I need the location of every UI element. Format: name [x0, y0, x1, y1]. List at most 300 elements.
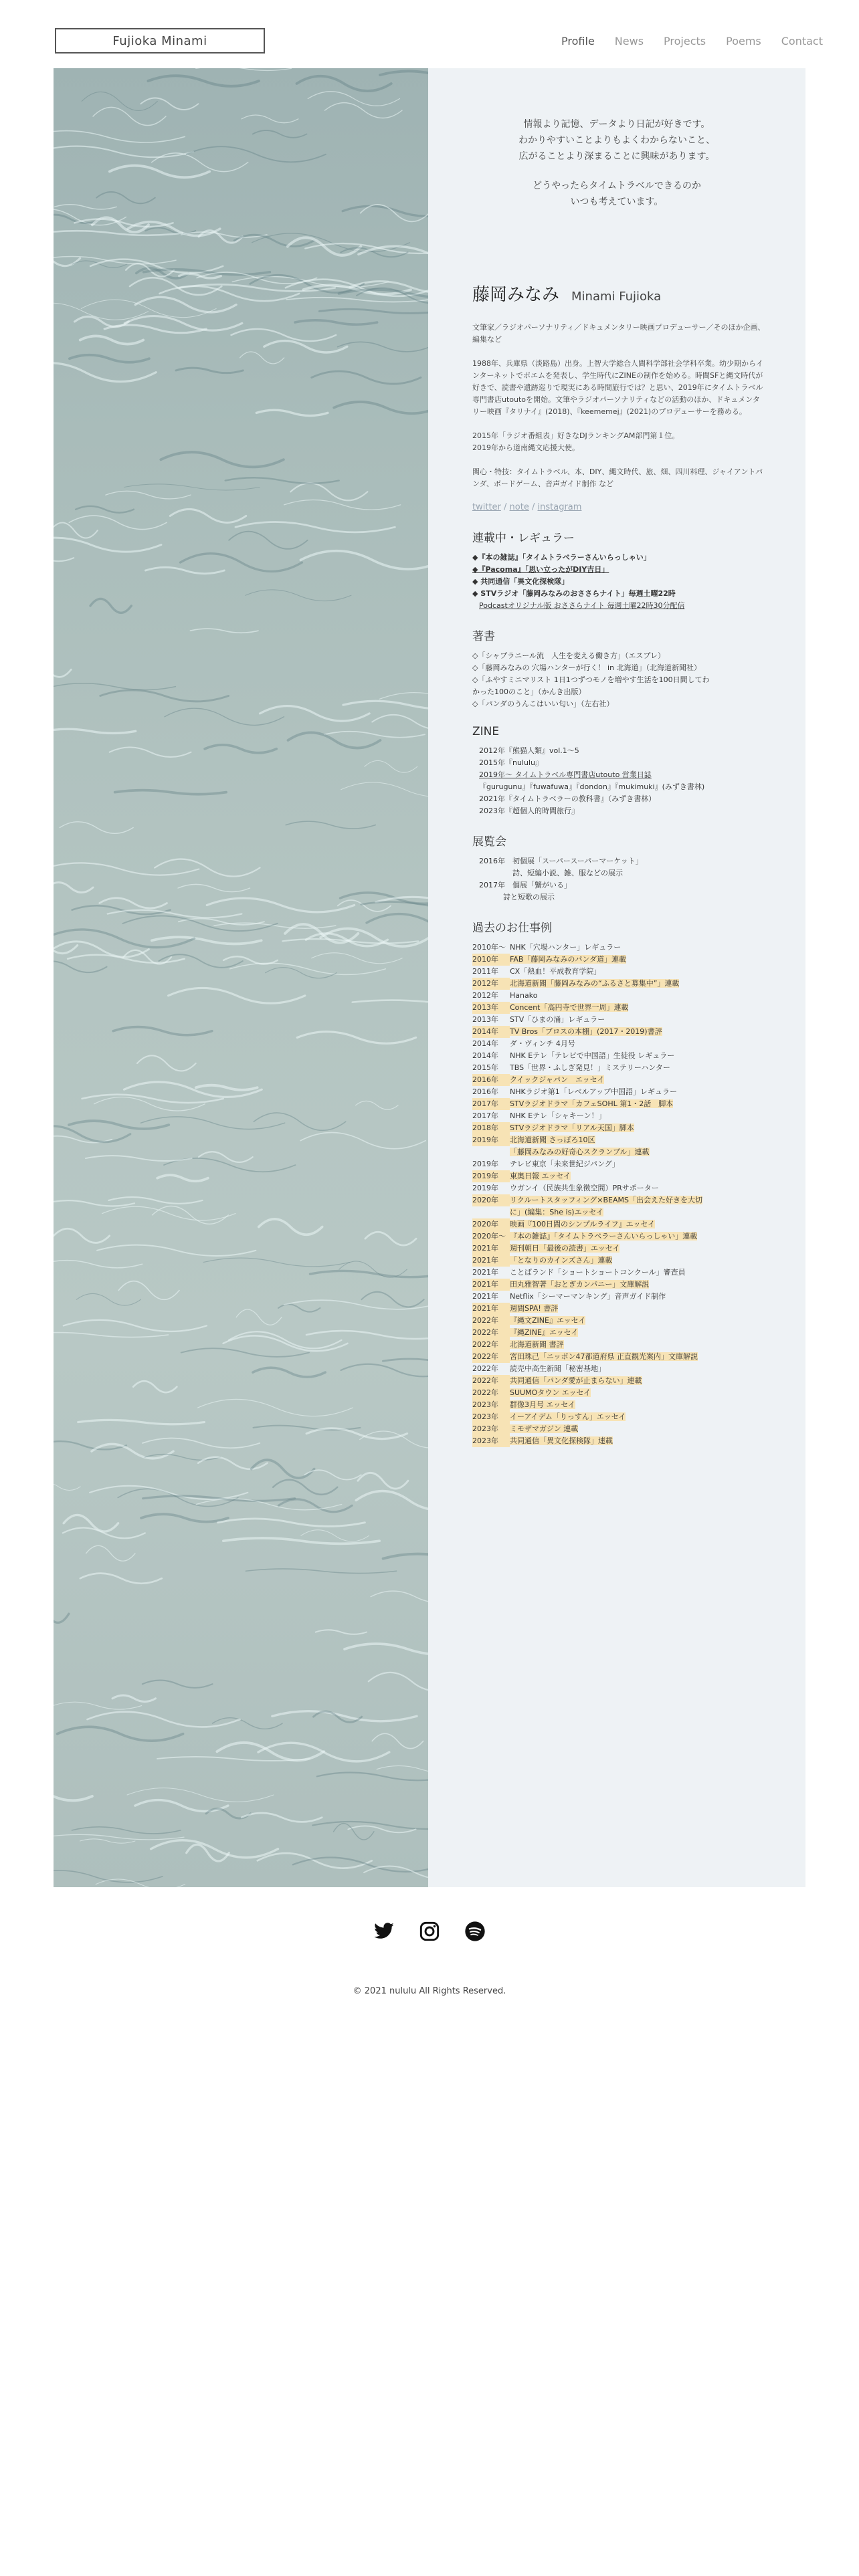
works-title: 過去のお仕事例	[472, 922, 552, 935]
work-item	[472, 1110, 767, 1122]
work-item	[472, 1303, 767, 1315]
ripple-line	[54, 1605, 69, 1623]
work-year: 2021年	[472, 1268, 498, 1277]
work-text: 映画『100日間のシンプルライフ』エッセイ	[510, 1220, 656, 1228]
work-year: 2020年	[472, 1218, 510, 1230]
zine-item: 2023年『超個人的時間旅行』	[479, 807, 579, 815]
work-text: 『縄文ZINE』エッセイ	[510, 1316, 586, 1325]
awards-text: 2015年「ラジオ番組表」好きなDJランキングAM部門第１位。 2019年から道南縄文応援大使。	[472, 431, 680, 452]
work-year: 2016年	[472, 1074, 510, 1086]
work-text: NHK Eテレ「シャキーン！」	[510, 1111, 606, 1120]
ripple-line	[246, 1569, 396, 1574]
work-year: 2022年	[472, 1364, 498, 1373]
ripple-line	[133, 1381, 177, 1392]
ripple-line	[54, 522, 98, 538]
ripple-line	[63, 1528, 145, 1539]
work-item	[472, 1050, 767, 1062]
intro-spacer	[428, 165, 805, 178]
ripple-line	[256, 410, 328, 415]
ripple-line	[190, 629, 258, 633]
work-text: 北海道新聞「藤岡みなみの“ふるさと募集中”」連載	[510, 979, 680, 988]
work-year: 2021年	[472, 1279, 510, 1291]
ripple-line	[112, 1695, 155, 1701]
serial-item[interactable]: ◆『Pacoma』「思い立ったがDIY吉日」	[472, 565, 609, 574]
ripple-line	[207, 898, 354, 912]
zine-title: ZINE	[472, 725, 500, 738]
work-year: 2017年	[472, 1098, 510, 1110]
ripple-line	[242, 1813, 322, 1822]
ripple-line	[272, 1711, 417, 1721]
ripple-line	[306, 1428, 407, 1439]
ripple-line	[229, 1331, 341, 1348]
intro-line: 情報より記憶、データより日記が好きです。	[523, 119, 710, 130]
ripple-line	[372, 1733, 423, 1748]
ripple-line	[80, 336, 143, 344]
work-year: 2014年	[472, 1051, 498, 1060]
ripple-line	[310, 1271, 428, 1277]
ripple-line	[58, 1727, 183, 1741]
work-item	[472, 1435, 767, 1447]
work-year: 2014年	[472, 1039, 498, 1048]
ripple-line	[300, 551, 428, 569]
work-text: STV「ひまの涌」レギュラー	[510, 1015, 605, 1024]
ripple-line	[234, 235, 314, 246]
work-item	[472, 1339, 767, 1351]
note-link[interactable]: note	[509, 502, 529, 512]
ripple-line	[278, 1304, 320, 1311]
work-text: クイックジャパン エッセイ	[510, 1075, 605, 1084]
ripple-line	[341, 1364, 428, 1376]
ripple-line	[356, 1101, 398, 1109]
books-title: 著書	[472, 630, 495, 643]
ripple-line	[367, 914, 428, 932]
ripple-line	[76, 1293, 140, 1305]
serial-item: ◆『本の雑誌』「タイムトラベラーさんいらっしゃい」	[472, 553, 651, 562]
ripple-line	[54, 1834, 184, 1840]
profile-content	[472, 281, 767, 1447]
ripple-line	[102, 1206, 235, 1220]
roles-text: 文筆家／ラジオパーソナリティ／ドキュメンタリー映画プロデューサー／そのほか企画、編集など	[472, 323, 765, 344]
ripple-line	[80, 1839, 135, 1843]
ripple-line	[80, 1574, 162, 1584]
work-year: 2013年	[472, 1002, 510, 1014]
work-item	[472, 1098, 767, 1110]
ripple-line	[54, 1702, 142, 1709]
work-text: TV Bros「ブロスの本棚」(2017・2019)書評	[510, 1027, 662, 1036]
ripple-line	[246, 590, 351, 601]
ripple-line	[86, 1545, 135, 1561]
work-text: リクルートスタッフィング×BEAMS「出会えた好きを大切	[510, 1196, 702, 1204]
work-year: 2010年	[472, 954, 510, 966]
ripple-line	[115, 790, 226, 794]
ripple-line	[369, 1673, 428, 1691]
work-item	[472, 1134, 767, 1146]
ripple-line	[54, 303, 148, 320]
ripple-line	[54, 961, 106, 972]
ripple-line	[372, 715, 428, 729]
ripple-line	[151, 1840, 278, 1858]
work-text: 共同通信「異文化探検隊」連載	[510, 1436, 613, 1445]
ripple-line	[230, 963, 386, 974]
work-item	[472, 1423, 767, 1435]
work-text: ミモザマガジン 連載	[510, 1424, 579, 1433]
ripple-line	[316, 1630, 367, 1634]
work-item	[472, 1351, 767, 1363]
work-item	[472, 1267, 767, 1279]
ripple-line	[142, 1438, 260, 1448]
ripple-line	[143, 1496, 295, 1501]
work-text: 読売中高生新聞「秘密基地」	[510, 1364, 605, 1373]
work-item	[472, 1387, 767, 1399]
nav-projects[interactable]: Projects	[664, 35, 706, 47]
ripple-line	[180, 554, 302, 572]
work-year: 2017年	[472, 1111, 498, 1120]
work-year: 2019年	[472, 1134, 510, 1146]
ripple-line	[343, 701, 428, 709]
name-row	[472, 281, 767, 306]
water-photo	[54, 68, 428, 1887]
ripple-line	[341, 782, 428, 797]
work-text: CX「熱血！平成教育学院」	[510, 967, 601, 976]
ripple-line	[69, 1121, 169, 1129]
work-item	[472, 1206, 767, 1218]
ripple-line	[242, 115, 298, 123]
social-links: twitter / note / instagram	[472, 502, 582, 512]
intro-line: いつも考えています。	[570, 197, 664, 207]
work-item	[472, 1170, 767, 1182]
ripple-line	[54, 1261, 142, 1268]
ripple-line	[218, 1519, 365, 1526]
work-item	[472, 1327, 767, 1339]
work-year: 2022年	[472, 1327, 510, 1339]
ripple-line	[236, 1309, 282, 1325]
work-item	[472, 1218, 767, 1230]
ripple-line	[54, 1483, 80, 1491]
work-text: 『本の雑誌』「タイムトラベラーさんいらっしゃい」連載	[510, 1232, 698, 1241]
work-year: 2012年	[472, 978, 510, 990]
ripple-line	[54, 1200, 134, 1206]
ripple-line	[259, 1219, 322, 1235]
book-item: ◇「ふやすミニマリスト 1日1つずつモノを増やす生活を100日間してわ	[472, 675, 710, 684]
ripple-line	[54, 729, 136, 733]
book-item: ◇「藤岡みなみの 穴場ハンターが行く！ in 北海道」（北海道新聞社）	[472, 663, 702, 672]
exhibit-item: 2016年 初個展「スーパースーパーマーケット」	[479, 857, 643, 865]
work-text: 東奥日報 エッセイ	[510, 1172, 571, 1180]
ripple-line	[324, 103, 402, 118]
ripple-line	[240, 352, 284, 364]
work-text: 週間SPA! 書評	[510, 1304, 559, 1313]
ripple-line	[286, 298, 428, 302]
exhibit-item: 2017年 個展「蟹がいる」	[479, 881, 571, 889]
ripple-line	[212, 1718, 282, 1729]
podcast-link[interactable]: Podcastオリジナル版 おささらナイト 毎週土曜22時30分配信	[479, 601, 685, 610]
serial-title: 連載中・レギュラー	[472, 532, 575, 545]
copyright: © 2021 nululu All Rights Reserved.	[353, 1986, 506, 1996]
work-text: 週刊朝日「最後の読書」エッセイ	[510, 1244, 620, 1253]
work-item	[472, 990, 767, 1002]
ripple-line	[153, 1206, 229, 1224]
work-text: NHK「穴場ハンター」レギュラー	[510, 943, 622, 952]
ripple-line	[258, 1743, 389, 1761]
ripple-line	[312, 371, 421, 384]
twitter-icon[interactable]	[373, 1921, 395, 1942]
work-year: 2018年	[472, 1122, 510, 1134]
work-item	[472, 1002, 767, 1014]
serial-item: ◆ 共同通信「異文化探検隊」	[472, 577, 569, 586]
work-text: ことばランド「ショートショートコンクール」審査員	[510, 1268, 686, 1277]
ripple-line	[142, 1681, 213, 1688]
ripple-line	[231, 329, 337, 341]
work-year: 2022年	[472, 1387, 510, 1399]
work-text: 田丸雅智著「おとぎカンパニー」文庫解説	[510, 1280, 650, 1289]
work-year: 2023年	[472, 1411, 510, 1423]
ripple-line	[176, 368, 243, 372]
work-year: 2022年	[472, 1351, 510, 1363]
ripple-line	[306, 934, 387, 946]
ripple-line	[54, 1792, 92, 1800]
work-item	[472, 1291, 767, 1303]
work-year: 2021年	[472, 1243, 510, 1255]
ripple-line	[110, 166, 209, 178]
name-jp: 藤岡みなみ	[472, 285, 560, 305]
ripple-line	[70, 355, 149, 362]
work-item	[472, 1182, 767, 1194]
ripple-line	[197, 1399, 353, 1416]
work-text: ダ・ヴィンチ 4月号	[510, 1039, 575, 1048]
work-text: 「藤岡みなみの好奇心スクランブル」連載	[510, 1148, 650, 1156]
work-item	[472, 1062, 767, 1074]
main-nav	[541, 35, 823, 47]
instagram-icon[interactable]	[419, 1921, 440, 1942]
ripple-line	[110, 747, 191, 757]
work-year: 2021年	[472, 1303, 510, 1315]
zine-item: 2021年『タイムトラベラーの教科書』（みずき書林）	[479, 794, 656, 803]
work-item	[472, 1122, 767, 1134]
ripple-line	[353, 1000, 428, 1004]
ripple-line	[54, 231, 183, 235]
work-text: 北海道新聞 書評	[510, 1340, 564, 1349]
ripple-line	[64, 1320, 207, 1331]
ripple-line	[54, 538, 161, 552]
work-year: 2019年	[472, 1184, 498, 1192]
ripple-line	[297, 1032, 415, 1044]
ripple-line	[92, 1444, 173, 1458]
ripple-line	[155, 859, 260, 877]
work-item	[472, 942, 767, 954]
book-item: ◇「シャプラニール流 人生を変える働き方」（エスプレ）	[472, 651, 666, 660]
ripple-line	[161, 452, 283, 467]
ripple-line	[308, 92, 399, 106]
ripple-line	[317, 1772, 428, 1780]
ripple-line	[87, 1712, 240, 1727]
work-year: 2015年	[472, 1063, 498, 1072]
ripple-line	[187, 146, 326, 162]
ripple-line	[365, 760, 417, 772]
ripple-line	[284, 1300, 428, 1309]
work-item	[472, 1038, 767, 1050]
ripple-line	[73, 261, 127, 267]
ripple-line	[148, 76, 258, 86]
ripple-line	[93, 107, 166, 125]
work-text: 共同通信「パンダ愛が止まらない」連載	[510, 1376, 642, 1385]
ripple-line	[297, 76, 391, 91]
intro-line: 広がることより深まることに興味があります。	[518, 151, 715, 162]
nav-profile[interactable]: Profile	[561, 35, 595, 47]
ripple-line	[170, 509, 246, 522]
work-text: 宮田珠己「ニッポン47都道府県 正直観光案内」文庫解説	[510, 1352, 698, 1361]
ripple-line	[141, 1514, 228, 1521]
intro-line: どうやったらタイムトラベルできるのか	[533, 181, 701, 191]
ripple-line	[365, 1232, 416, 1245]
ripple-line	[90, 599, 131, 613]
work-text: Netflix「シーマーマンキング」音声ガイド制作	[510, 1292, 666, 1301]
ripple-line	[169, 988, 305, 1003]
work-year: 2022年	[472, 1315, 510, 1327]
ripple-line	[72, 1827, 181, 1834]
ripple-line	[300, 1132, 425, 1148]
ripple-line	[137, 1055, 196, 1071]
ripple-line	[152, 937, 262, 944]
work-text: テレビ東京「未来世紀ジパング」	[510, 1160, 619, 1168]
work-text: 「となりのカインズさん」連載	[510, 1256, 613, 1265]
spotify-icon[interactable]	[464, 1921, 486, 1942]
ripple-line	[54, 1126, 130, 1142]
ripple-line	[96, 192, 155, 203]
ripple-line	[54, 1870, 163, 1883]
ripple-line	[278, 1499, 352, 1512]
ripple-line	[377, 1765, 428, 1772]
work-year: 2021年	[472, 1292, 498, 1301]
ripple-line	[54, 683, 175, 690]
exhibits-title: 展覧会	[472, 835, 506, 849]
work-year: 2022年	[472, 1339, 510, 1351]
work-item	[472, 954, 767, 966]
ripple-line	[203, 1258, 349, 1267]
work-text: STVラジオドラマ「リアル天国」脚本	[510, 1123, 634, 1132]
ripple-line	[145, 567, 224, 574]
ripple-line	[312, 953, 403, 964]
ripple-line	[253, 1368, 325, 1377]
work-year: 2019年	[472, 1170, 510, 1182]
work-year: 2011年	[472, 967, 498, 976]
work-text: イーアイデム「りっすん」エッセイ	[510, 1412, 626, 1421]
ripple-line	[223, 1335, 348, 1351]
work-item	[472, 978, 767, 990]
ripple-line	[319, 309, 428, 313]
ripple-line	[313, 1711, 361, 1722]
ripple-line	[54, 146, 193, 158]
ripple-line	[97, 1245, 256, 1256]
bio-text: 1988年、兵庫県（淡路島）出身。上智大学総合人間科学部社会学科卒業。幼少期からインターネットでポエムを発表し、学生時代にZINEの制作を始める。時間SFと縄文時代が好きで、読書や遺跡巡りで現実にある時間旅行では？と思い、2019年にタイムトラベル専門書店utoutoを開始。文筆やラジオパーソナリティなどの活動のほか、ドキュメンタリー映画『タリナイ』(2018)、『keememej』(2021)のプロデューサーを務める。	[472, 359, 763, 416]
work-year: 2014年	[472, 1026, 510, 1038]
name-en: Minami Fujioka	[571, 290, 662, 304]
ripple-line	[54, 863, 199, 875]
work-item	[472, 1411, 767, 1423]
work-year: 2016年	[472, 1087, 498, 1096]
work-year: 2020年	[472, 1194, 510, 1206]
ripple-line	[260, 706, 370, 722]
nav-poems[interactable]: Poems	[726, 35, 761, 47]
site-logo[interactable]: Fujioka Minami	[55, 28, 265, 53]
intro-line: わかりやすいことよりもよくわからないこと、	[518, 135, 715, 146]
ripple-line	[205, 745, 276, 753]
work-text: 群像3月号 エッセイ	[510, 1400, 575, 1409]
ripple-line	[361, 1292, 423, 1307]
work-year: 2023年	[472, 1423, 510, 1435]
exhibit-item: 詩と短歌の展示	[503, 893, 555, 901]
work-text: STVラジオドラマ「カフェSOHL 第1・2話 脚本	[510, 1099, 674, 1108]
ripple-line	[54, 937, 78, 953]
ripple-line	[273, 1480, 337, 1495]
work-text: FAB「藤岡みなみのパンダ道」連載	[510, 955, 626, 964]
work-year: 2023年	[472, 1399, 510, 1411]
work-item	[472, 1194, 767, 1206]
zine-item: 2012年『熊猫人類』vol.1〜5	[479, 746, 579, 755]
serial-item: ◆ STVラジオ「藤岡みなみのおささらナイト」毎週土曜22時	[472, 589, 676, 598]
ripple-line	[284, 500, 401, 510]
ripple-line	[306, 1331, 428, 1339]
ripple-line	[118, 1281, 179, 1300]
ripple-line	[356, 1491, 428, 1510]
ripple-line	[54, 251, 80, 266]
work-year: 2019年	[472, 1160, 498, 1168]
work-text: 北海道新聞 さっぽろ10区	[510, 1136, 595, 1144]
work-text: Concent「高円寺で世界一周」連載	[510, 1003, 629, 1012]
ripple-line	[312, 1822, 428, 1829]
work-item	[472, 1014, 767, 1026]
work-text: NHK Eテレ「テレビで中国語」生徒役 レギュラー	[510, 1051, 675, 1060]
twitter-link[interactable]: twitter	[472, 502, 501, 512]
work-item	[472, 1279, 767, 1291]
book-item: かった100のこと」（かんき出版）	[472, 687, 586, 696]
ripple-line	[54, 554, 74, 561]
ripple-line	[345, 1644, 428, 1654]
ripple-line	[54, 662, 71, 677]
ripple-line	[69, 516, 167, 529]
ripple-line	[380, 71, 428, 78]
work-item	[472, 1146, 767, 1158]
ripple-line	[286, 821, 375, 829]
ripple-line	[109, 1197, 203, 1204]
ripple-line	[343, 206, 428, 216]
work-year: 2022年	[472, 1375, 510, 1387]
ripple-line	[54, 882, 93, 892]
ripple-line	[339, 1261, 407, 1277]
nav-news[interactable]: News	[614, 35, 644, 47]
instagram-link[interactable]: instagram	[537, 502, 582, 512]
work-item	[472, 1255, 767, 1267]
ripple-line	[106, 491, 191, 499]
exhibit-item: 詩、短編小説、雑、服などの展示	[512, 869, 623, 877]
work-year: 2013年	[472, 1015, 498, 1024]
ripple-line	[54, 1333, 168, 1337]
ripple-line	[196, 68, 292, 70]
ripple-line	[54, 363, 156, 382]
work-item	[472, 1399, 767, 1411]
ripple-line	[348, 1826, 415, 1832]
ripple-line	[157, 1175, 208, 1181]
ripple-line	[86, 1156, 192, 1161]
ripple-line	[54, 205, 116, 209]
work-year: 2021年	[472, 1255, 510, 1267]
nav-contact[interactable]: Contact	[781, 35, 823, 47]
work-text: ウガンイ（民族共生象徴空間）PRサポーター	[510, 1184, 659, 1192]
ripple-line	[324, 732, 425, 738]
zine-item[interactable]: 2019年〜 タイムトラベル専門書店utouto 営業日誌	[479, 770, 652, 779]
ripple-line	[301, 1530, 369, 1541]
ripple-line	[371, 1591, 428, 1602]
work-year: 2012年	[472, 991, 498, 1000]
